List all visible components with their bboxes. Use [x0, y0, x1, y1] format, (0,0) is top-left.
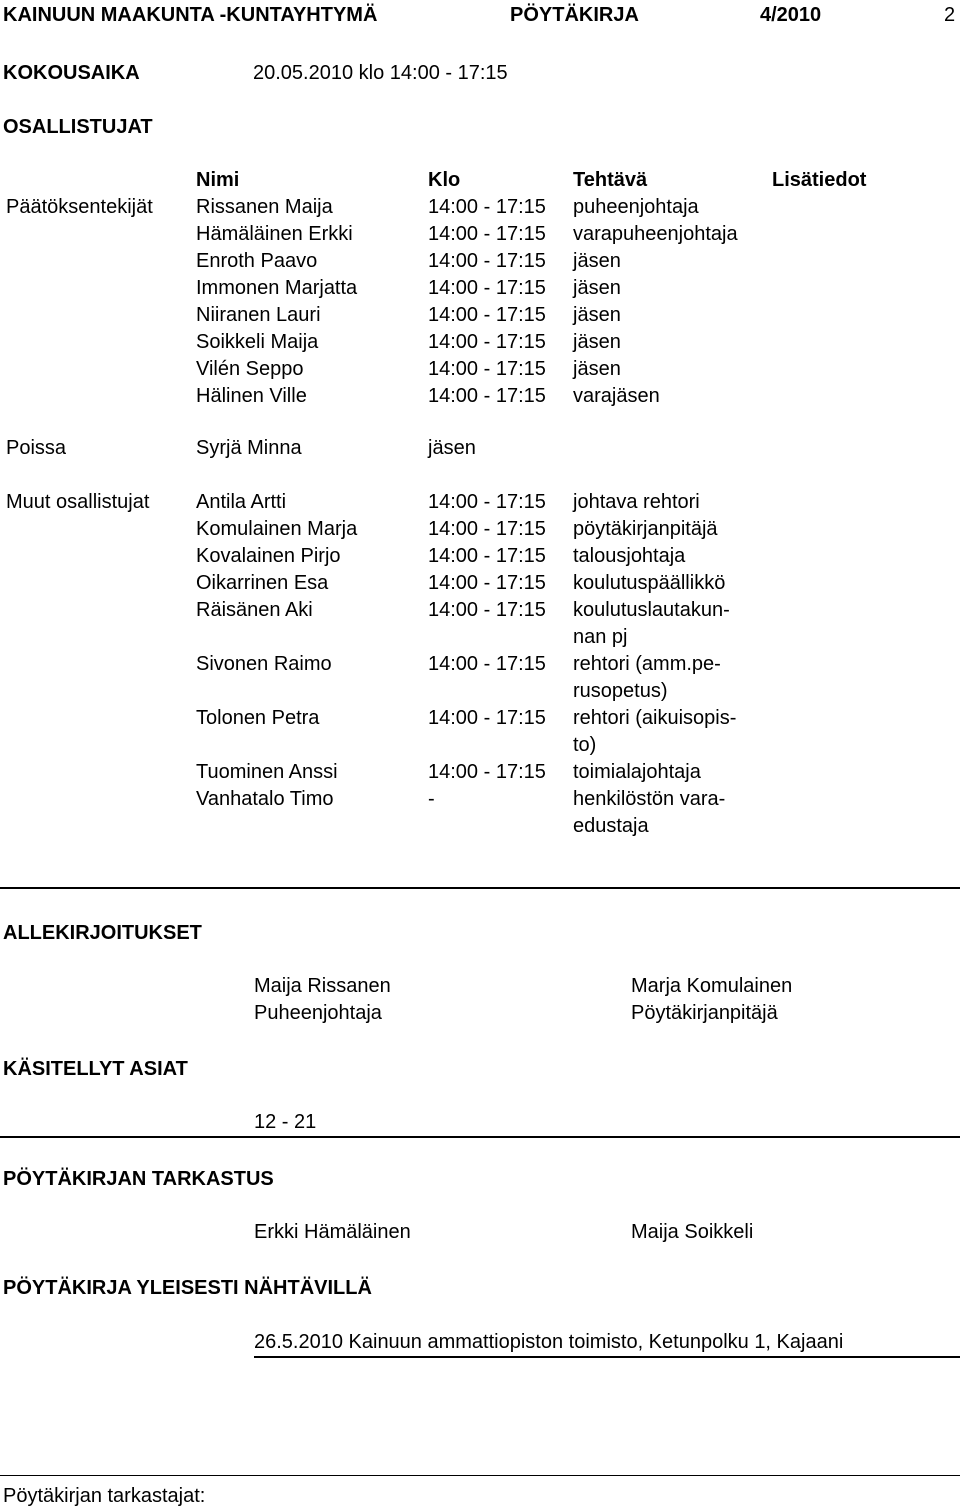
participant-time: 14:00 - 17:15: [428, 761, 546, 783]
participant-role: jäsen: [573, 331, 621, 353]
other-participant-row: [0, 489, 960, 516]
chair-name: Maija Rissanen: [254, 975, 391, 997]
participant-time: 14:00 - 17:15: [428, 277, 546, 299]
secretary-name: Marja Komulainen: [631, 975, 793, 997]
meeting-time-value: 20.05.2010 klo 14:00 - 17:15: [253, 62, 508, 84]
participant-time: -: [428, 788, 435, 810]
participant-name: Rissanen Maija: [196, 196, 333, 218]
decision-maker-row: [0, 329, 960, 356]
signatures-heading: ALLEKIRJOITUKSET: [3, 922, 202, 944]
participant-time: 14:00 - 17:15: [428, 358, 546, 380]
footer-divider: [0, 1475, 960, 1476]
participant-role: jäsen: [573, 250, 621, 272]
participant-name: Niiranen Lauri: [196, 304, 321, 326]
participant-name: Tolonen Petra: [196, 707, 320, 729]
other-participant-row: [0, 651, 960, 705]
decision-maker-row: [0, 221, 960, 248]
decision-maker-row: [0, 194, 960, 221]
participant-name: Enroth Paavo: [196, 250, 318, 272]
participant-role: toimialajohtaja: [573, 761, 701, 783]
participant-role: talousjohtaja: [573, 545, 686, 567]
participant-time: 14:00 - 17:15: [428, 572, 546, 594]
absent-name: Syrjä Minna: [196, 437, 302, 459]
participant-role: jäsen: [573, 304, 621, 326]
decision-maker-row: [0, 248, 960, 275]
participant-name: Immonen Marjatta: [196, 277, 358, 299]
document-number: 4/2010: [760, 4, 822, 26]
public-value: 26.5.2010 Kainuun ammattiopiston toimisto, Ketunpolku 1, Kajaani: [254, 1331, 844, 1353]
decision-maker-row: [0, 302, 960, 329]
items-value: 12 - 21: [254, 1111, 317, 1133]
column-header-time: Klo: [428, 169, 461, 191]
participant-time: 14:00 - 17:15: [428, 599, 546, 621]
participant-time: 14:00 - 17:15: [428, 653, 546, 675]
participant-role: koulutuslautakun-: [573, 599, 730, 621]
participant-name: Hämäläinen Erkki: [196, 223, 353, 245]
participant-name: Komulainen Marja: [196, 518, 358, 540]
public-underline: [254, 1356, 960, 1358]
reviewer-left-name: Erkki Hämäläinen: [254, 1221, 411, 1243]
column-header-info: Lisätiedot: [772, 169, 867, 191]
participant-role: rehtori (aikuisopis-: [573, 707, 737, 729]
absent-label: Poissa: [6, 437, 67, 459]
other-participant-row: [0, 705, 960, 759]
meeting-time-label: KOKOUSAIKA: [3, 62, 140, 84]
participant-role: pöytäkirjanpitäjä: [573, 518, 718, 540]
participant-name: Oikarrinen Esa: [196, 572, 329, 594]
reviewer-right-name: Maija Soikkeli: [631, 1221, 754, 1243]
column-header-name: Nimi: [196, 169, 240, 191]
participant-role-continued: nan pj: [573, 626, 628, 648]
participant-name: Soikkeli Maija: [196, 331, 319, 353]
decision-maker-row: [0, 383, 960, 410]
participant-time: 14:00 - 17:15: [428, 331, 546, 353]
other-participants-label: Muut osallistujat: [6, 491, 150, 513]
participant-name: Sivonen Raimo: [196, 653, 332, 675]
decision-maker-row: [0, 275, 960, 302]
secretary-title: Pöytäkirjanpitäjä: [631, 1002, 778, 1024]
participant-role: rehtori (amm.pe-: [573, 653, 721, 675]
participant-role-continued: rusopetus): [573, 680, 668, 702]
participant-name: Hälinen Ville: [196, 385, 307, 407]
participant-role: varajäsen: [573, 385, 660, 407]
participant-role: varapuheenjohtaja: [573, 223, 738, 245]
participant-role: henkilöstön vara-: [573, 788, 726, 810]
participant-role: jäsen: [573, 277, 621, 299]
other-participant-row: [0, 570, 960, 597]
section-divider: [0, 887, 960, 889]
participants-heading: OSALLISTUJAT: [3, 116, 153, 138]
participant-name: Tuominen Anssi: [196, 761, 338, 783]
participant-name: Räisänen Aki: [196, 599, 313, 621]
participant-role-continued: to): [573, 734, 597, 756]
participant-name: Kovalainen Pirjo: [196, 545, 341, 567]
absent-role: jäsen: [428, 437, 476, 459]
items-divider: [0, 1136, 960, 1138]
participant-time: 14:00 - 17:15: [428, 545, 546, 567]
participant-role: johtava rehtori: [573, 491, 700, 513]
document-type: PÖYTÄKIRJA: [510, 4, 639, 26]
review-heading: PÖYTÄKIRJAN TARKASTUS: [3, 1168, 274, 1190]
participant-time: 14:00 - 17:15: [428, 385, 546, 407]
column-header-role: Tehtävä: [573, 169, 648, 191]
items-heading: KÄSITELLYT ASIAT: [3, 1058, 188, 1080]
participant-role: koulutuspäällikkö: [573, 572, 726, 594]
other-participant-row: [0, 516, 960, 543]
participant-time: 14:00 - 17:15: [428, 196, 546, 218]
other-participant-row: [0, 786, 960, 840]
participant-time: 14:00 - 17:15: [428, 304, 546, 326]
chair-title: Puheenjohtaja: [254, 1002, 382, 1024]
page-number: 2: [944, 4, 956, 26]
participant-time: 14:00 - 17:15: [428, 223, 546, 245]
participant-name: Vilén Seppo: [196, 358, 304, 380]
participant-name: Vanhatalo Timo: [196, 788, 334, 810]
other-participant-row: [0, 543, 960, 570]
participant-time: 14:00 - 17:15: [428, 250, 546, 272]
public-heading: PÖYTÄKIRJA YLEISESTI NÄHTÄVILLÄ: [3, 1277, 372, 1299]
participant-time: 14:00 - 17:15: [428, 491, 546, 513]
participant-role-continued: edustaja: [573, 815, 649, 837]
decision-makers-label: Päätöksentekijät: [6, 196, 153, 218]
participant-time: 14:00 - 17:15: [428, 707, 546, 729]
decision-maker-row: [0, 356, 960, 383]
reviewers-footer-label: Pöytäkirjan tarkastajat:: [3, 1485, 206, 1507]
other-participant-row: [0, 597, 960, 651]
participant-role: puheenjohtaja: [573, 196, 699, 218]
participant-role: jäsen: [573, 358, 621, 380]
participant-time: 14:00 - 17:15: [428, 518, 546, 540]
organization-name: KAINUUN MAAKUNTA -KUNTAYHTYMÄ: [3, 4, 378, 26]
other-participant-row: [0, 759, 960, 786]
participant-name: Antila Artti: [196, 491, 287, 513]
